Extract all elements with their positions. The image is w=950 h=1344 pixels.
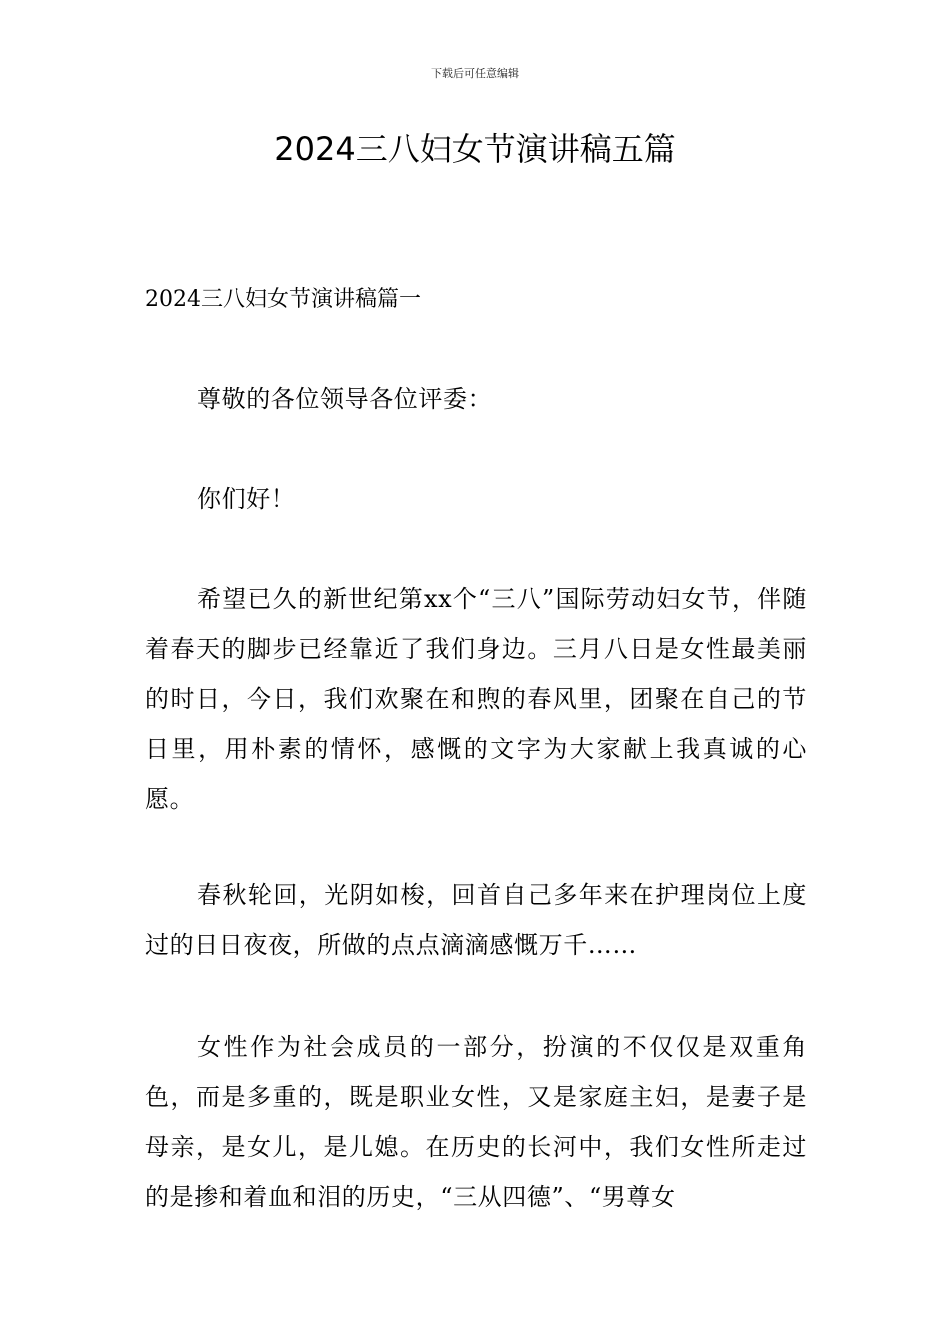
paragraph-text: 春秋轮回，光阴如梭，回首自己多年来在护理岗位上度过的日日夜夜，所做的点点滴滴感慨万千…… xyxy=(145,881,807,959)
paragraph-intro xyxy=(145,574,807,824)
paragraph-text: 尊敬的各位领导各位评委： xyxy=(197,385,493,413)
section-heading: 2024三八妇女节演讲稿篇一 xyxy=(145,287,421,312)
header-note: 下载后可任意编辑 xyxy=(431,67,519,80)
paragraph-reflection xyxy=(145,870,807,970)
paragraph-text: 女性作为社会成员的一部分，扮演的不仅仅是双重角色，而是多重的，既是职业女性，又是家庭主妇，是妻子是母亲，是女儿，是儿媳。在历史的长河中，我们女性所走过的是掺和着血和泪的历史，“三从四德”、“男尊女 xyxy=(145,1033,807,1211)
paragraph-greeting xyxy=(145,474,807,524)
paragraph-text: 你们好！ xyxy=(197,485,296,513)
paragraph-text: 希望已久的新世纪第xx个“三八”国际劳动妇女节，伴随着春天的脚步已经靠近了我们身边。三月八日是女性最美丽的时日，今日，我们欢聚在和煦的春风里，团聚在自己的节日里，用朴素的情怀，感慨的文字为大家献上我真诚的心愿。 xyxy=(145,585,807,813)
paragraph-salutation xyxy=(145,374,807,424)
document-title: 2024三八妇女节演讲稿五篇 xyxy=(274,130,676,168)
paragraph-women-roles xyxy=(145,1022,807,1222)
